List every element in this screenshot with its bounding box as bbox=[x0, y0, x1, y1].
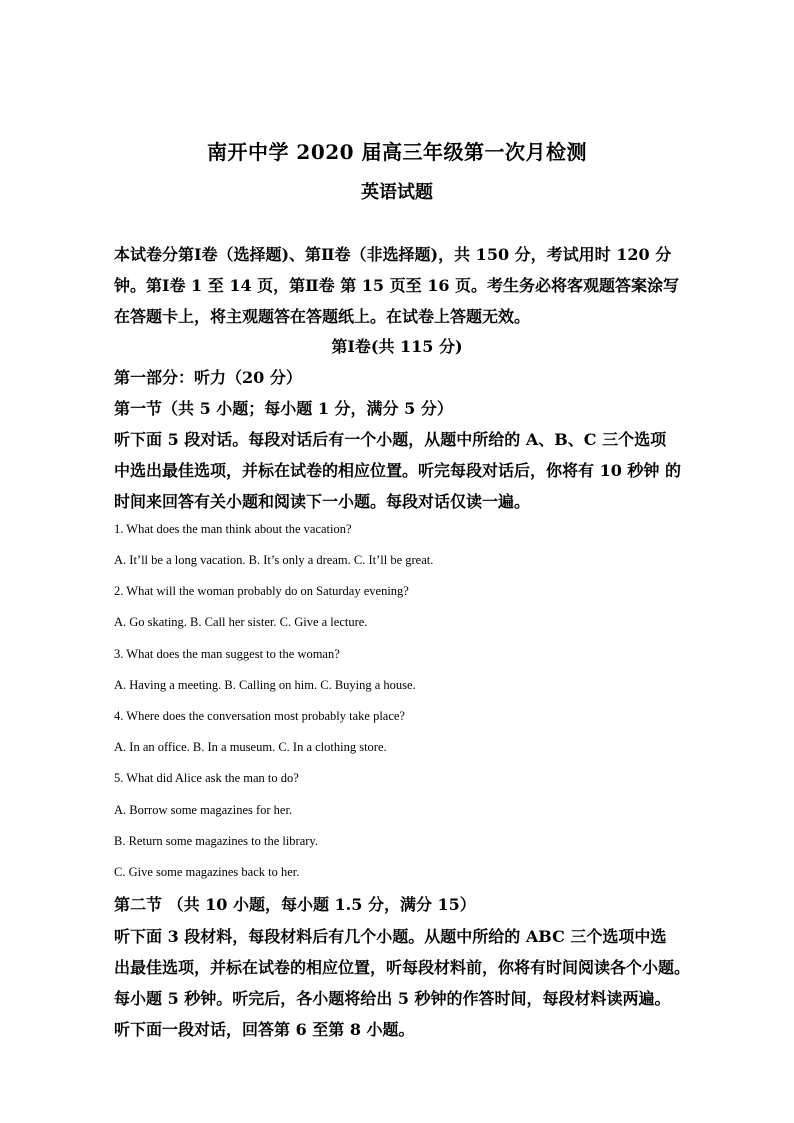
section2-instruction: 出最佳选项，并标在试卷的相应位置，听每段材料前，你将有时间阅读各个小题。 bbox=[114, 958, 691, 977]
exam-subtitle: 英语试题 bbox=[361, 182, 433, 203]
part1-heading: 第一部分：听力（20 分） bbox=[114, 368, 302, 387]
exam-title: 南开中学 2020 届高三年级第一次月检测 bbox=[206, 140, 588, 164]
section1-heading: 第一节（共 5 小题；每小题 1 分，满分 5 分） bbox=[114, 399, 453, 418]
intro-line: 在答题卡上，将主观题答在答题纸上。在试卷上答题无效。 bbox=[114, 307, 531, 326]
question-5-option-a: A. Borrow some magazines for her. bbox=[114, 803, 293, 817]
question-5-option-c: C. Give some magazines back to her. bbox=[114, 865, 300, 879]
question-4-options: A. In an office. B. In a museum. C. In a clothing store. bbox=[114, 740, 387, 754]
question-4: 4. Where does the conversation most probably take place? bbox=[114, 709, 405, 723]
section2-instruction: 听下面一段对话，回答第 6 至第 8 小题。 bbox=[114, 1020, 415, 1039]
intro-line: 本试卷分第Ⅰ卷（选择题)、第Ⅱ卷（非选择题)，共 150 分，考试用时 120 分 bbox=[114, 245, 672, 264]
section1-instruction: 中选出最佳选项，并标在试卷的相应位置。听完每段对话后，你将有 10 秒钟 的 bbox=[114, 461, 681, 480]
section2-instruction: 听下面 3 段材料，每段材料后有几个小题。从题中所给的 ABC 三个选项中选 bbox=[114, 927, 667, 946]
section1-instruction: 时间来回答有关小题和阅读下一小题。每段对话仅读一遍。 bbox=[114, 492, 531, 511]
intro-line: 钟。第Ⅰ卷 1 至 14 页，第Ⅱ卷 第 15 页至 16 页。考生务必将客观题答案涂写 bbox=[114, 276, 680, 295]
question-5: 5. What did Alice ask the man to do? bbox=[114, 771, 299, 785]
question-3: 3. What does the man suggest to the woman? bbox=[114, 647, 340, 661]
volume-title: 第Ⅰ卷(共 115 分) bbox=[331, 337, 463, 356]
question-3-options: A. Having a meeting. B. Calling on him. C. Buying a house. bbox=[114, 678, 416, 692]
section2-instruction: 每小题 5 秒钟。听完后，各小题将给出 5 秒钟的作答时间，每段材料读两遍。 bbox=[114, 989, 671, 1008]
question-1-options: A. It’ll be a long vacation. B. It’s only a dream. C. It’ll be great. bbox=[114, 553, 434, 567]
section2-heading: 第二节 （共 10 小题，每小题 1.5 分，满分 15） bbox=[114, 895, 476, 914]
question-2-options: A. Go skating. B. Call her sister. C. Give a lecture. bbox=[114, 615, 368, 629]
question-2: 2. What will the woman probably do on Saturday evening? bbox=[114, 584, 409, 598]
section1-instruction: 听下面 5 段对话。每段对话后有一个小题，从题中所给的 A、B、C 三个选项 bbox=[114, 430, 667, 449]
question-5-option-b: B. Return some magazines to the library. bbox=[114, 834, 318, 848]
question-1: 1. What does the man think about the vacation? bbox=[114, 522, 352, 536]
